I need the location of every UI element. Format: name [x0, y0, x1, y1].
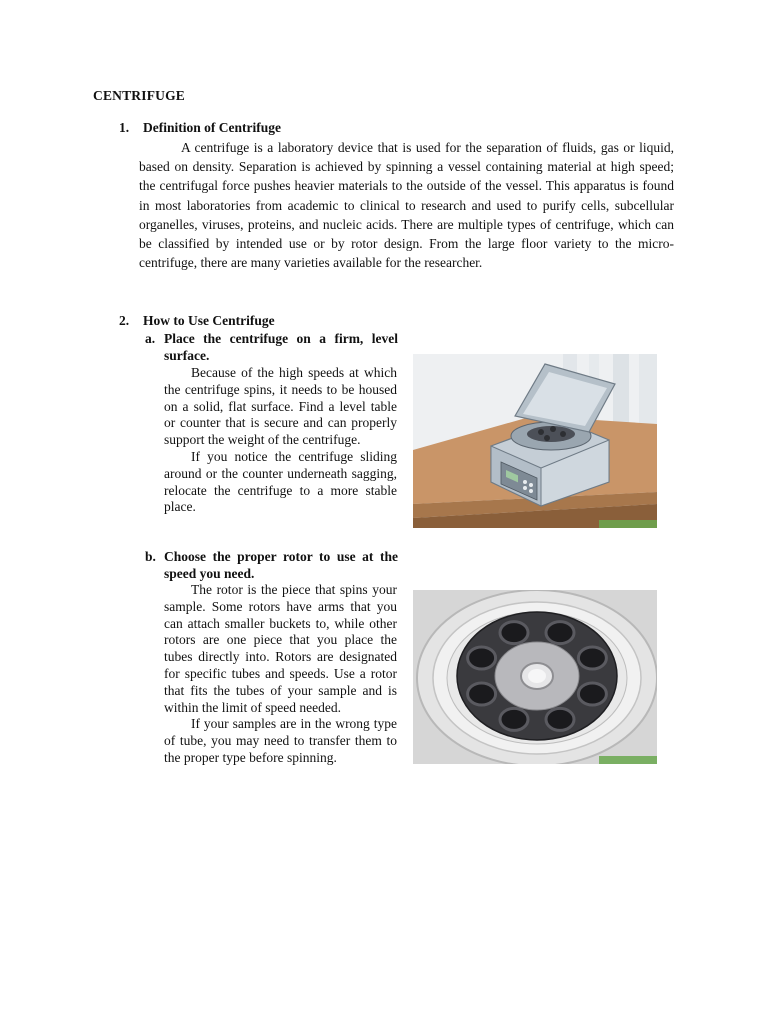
step-a-heading — [145, 331, 398, 365]
step-a-title: Place the centrifuge on a firm, level surface. — [164, 331, 398, 363]
step-b-heading — [145, 549, 398, 583]
step-b-title: Choose the proper rotor to use at the speed you need. — [164, 549, 398, 581]
step-a-paragraph-1: Because of the high speeds at which the centrifuge spins, it needs to be housed on a solid, flat surface. Find a level table or counter that is secure and can properly support the weight of the centrifuge. — [164, 365, 397, 448]
step-b-body — [164, 582, 397, 767]
section-1-heading — [119, 120, 281, 136]
step-a-letter: a. — [145, 331, 156, 346]
rotor-tube-hole — [578, 647, 606, 669]
section-2-heading — [119, 313, 275, 329]
section-2-title: How to Use Centrifuge — [143, 313, 275, 328]
step-a-paragraph-2: If you notice the centrifuge sliding around or the counter underneath sagging, relocate the centrifuge to a more stable place. — [164, 448, 397, 515]
rotor-tube-hole — [500, 622, 528, 644]
section-1-title: Definition of Centrifuge — [143, 120, 281, 135]
step-b-paragraph-1: The rotor is the piece that spins your sample. Some rotors have arms that you can attach smaller buckets to, while other rotors are one piece that you place the tubes directly into. Rotors are designated for specific tubes and speeds. Use a rotor that fits the tubes of your sample and is within the limit of speed needed. — [164, 582, 397, 715]
section-1-number: 1. — [119, 120, 130, 135]
rotor-tube-hole — [468, 647, 496, 669]
step-b-letter: b. — [145, 549, 156, 564]
step-b-paragraph-2: If your samples are in the wrong type of tube, you may need to transfer them to the proper type before spinning. — [164, 716, 397, 765]
rotor-tube-hole — [468, 683, 496, 705]
rotor-tube-hole — [500, 708, 528, 730]
centrifuge-illustration-svg — [413, 354, 657, 528]
section-1-paragraph: A centrifuge is a laboratory device that is used for the separation of fluids, gas or liquid, based on density. Separation is achieved by spinning a vessel containing material at high speed; the centrifugal force pushes heavier materials to the outside of the vessel. This apparatus is found in most laboratories from academic to clinical to research and used to purify cells, subcellular organelles, viruses, proteins, and nucleic acids. There are multiple types of centrifuge, which can be classified by intended use or by rotor design. From the large floor variety to the micro-centrifuge, there are many varieties available for the researcher. — [139, 140, 674, 271]
rotor-top-view-illustration — [413, 590, 657, 764]
rotor-tube-hole — [546, 622, 574, 644]
rotor-illustration-svg — [413, 590, 657, 764]
section-2-number: 2. — [119, 313, 130, 328]
rotor-tube-hole — [578, 683, 606, 705]
centrifuge-on-table-illustration — [413, 354, 657, 528]
document-title: CENTRIFUGE — [93, 88, 186, 103]
step-a-body — [164, 365, 397, 516]
rotor-tube-hole — [546, 708, 574, 730]
